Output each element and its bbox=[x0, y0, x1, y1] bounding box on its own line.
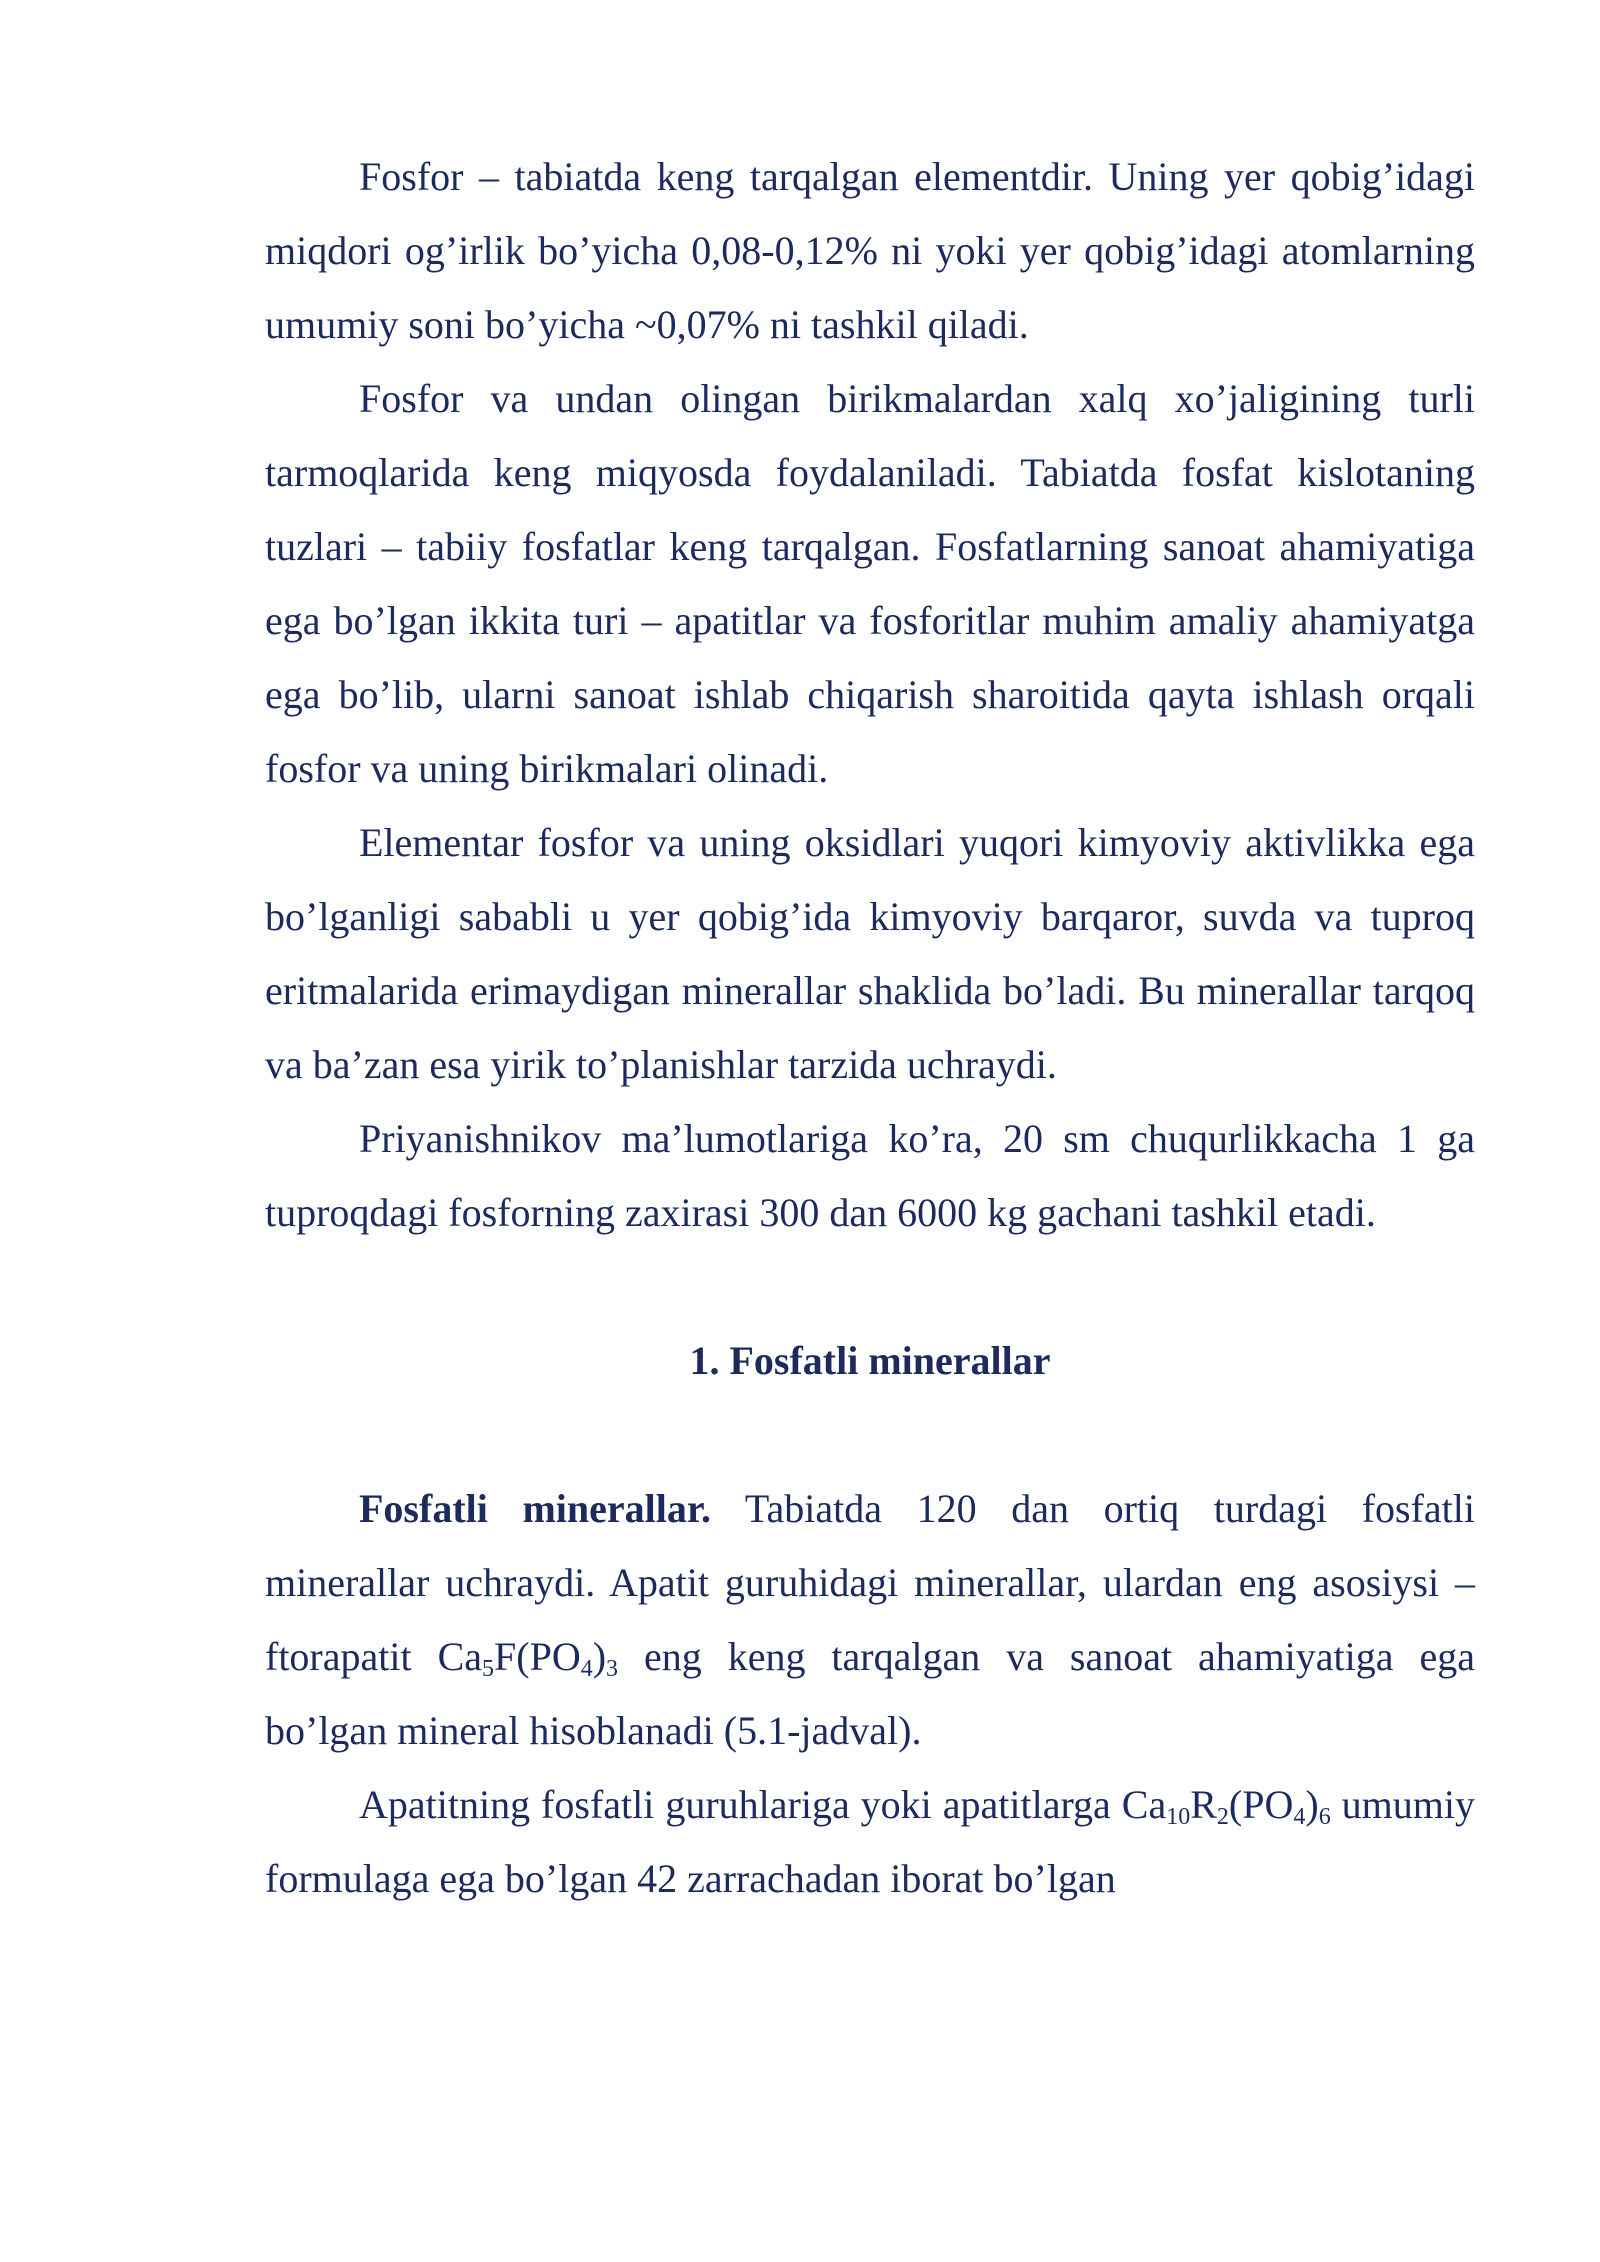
paragraph-usage: Fosfor va undan olingan birikmalardan xalq xo’jaligining turli tarmoqlarida keng miqyosda foydalaniladi. Tabiatda fosfat kislotaning tuzlari – tabiiy fosfatlar keng tarqalgan. Fosfatlarning sanoat ahamiyatiga ega bo’lgan ikkita turi – apatitlar va fosforitlar muhim amaliy ahamiyatga ega bo’lib, ularni sanoat ishlab chiqarish sharoitida qayta ishlash orqali fosfor va uning birikmalari olinadi. bbox=[265, 376, 1475, 791]
bold-lead: Fosfatli minerallar. bbox=[359, 1486, 711, 1531]
text-segment: R bbox=[1190, 1782, 1217, 1827]
text-segment: Tabiatda 120 dan ortiq turdagi fosfatli minerallar uchraydi. Apatit guruhidagi minerallar, ulardan eng asosiysi – ftorapatit Ca bbox=[265, 1486, 1475, 1679]
text-segment: ) bbox=[1305, 1782, 1319, 1827]
paragraph-elemental: Elementar fosfor va uning oksidlari yuqori kimyoviy aktivlikka ega bo’lganligi sababli u yer qobig’ida kimyoviy barqaror, suvda va tuproq eritmalarida erimaydigan minerallar shaklida bo’ladi. Bu minerallar tarqoq va ba’zan esa yirik to’planishlar tarzida uchraydi. bbox=[265, 820, 1475, 1087]
subscript: 4 bbox=[580, 1656, 593, 1682]
text-segment: (PO bbox=[1228, 1782, 1294, 1827]
paragraph-apatite bbox=[265, 1768, 1475, 1916]
section-heading: 1. Fosfatli minerallar bbox=[689, 1338, 1051, 1383]
subscript: 6 bbox=[1318, 1804, 1331, 1830]
paragraph-reserves: Priyanishnikov ma’lumotlariga ko’ra, 20 sm chuqurlikkacha 1 ga tuproqdagi fosforning zaxirasi 300 dan 6000 kg gachani tashkil etadi. bbox=[265, 1116, 1475, 1235]
paragraph-intro: Fosfor – tabiatda keng tarqalgan elementdir. Uning yer qobig’idagi miqdori og’irlik bo’yicha 0,08-0,12% ni yoki yer qobig’idagi atomlarning umumiy soni bo’yicha ~0,07% ni tashkil qiladi. bbox=[265, 154, 1475, 347]
text-segment: ) bbox=[592, 1634, 607, 1679]
subscript: 2 bbox=[1216, 1804, 1229, 1830]
text-segment: umumiy formulaga ega bo’lgan 42 zarrachadan iborat bo’lgan bbox=[265, 1782, 1475, 1901]
subscript: 3 bbox=[606, 1656, 619, 1682]
paragraph-minerals bbox=[265, 1472, 1475, 1768]
document-page bbox=[265, 140, 1475, 1916]
text-segment: F(PO bbox=[494, 1634, 581, 1679]
text-segment: eng keng tarqalgan va sanoat ahamiyatiga ega bo’lgan mineral hisoblanadi (5.1-jadval). bbox=[265, 1634, 1475, 1753]
subscript: 5 bbox=[482, 1656, 494, 1682]
subscript: 4 bbox=[1293, 1804, 1306, 1830]
subscript: 10 bbox=[1166, 1804, 1191, 1830]
text-segment: Apatitning fosfatli guruhlariga yoki apatitlarga Ca bbox=[359, 1782, 1167, 1827]
